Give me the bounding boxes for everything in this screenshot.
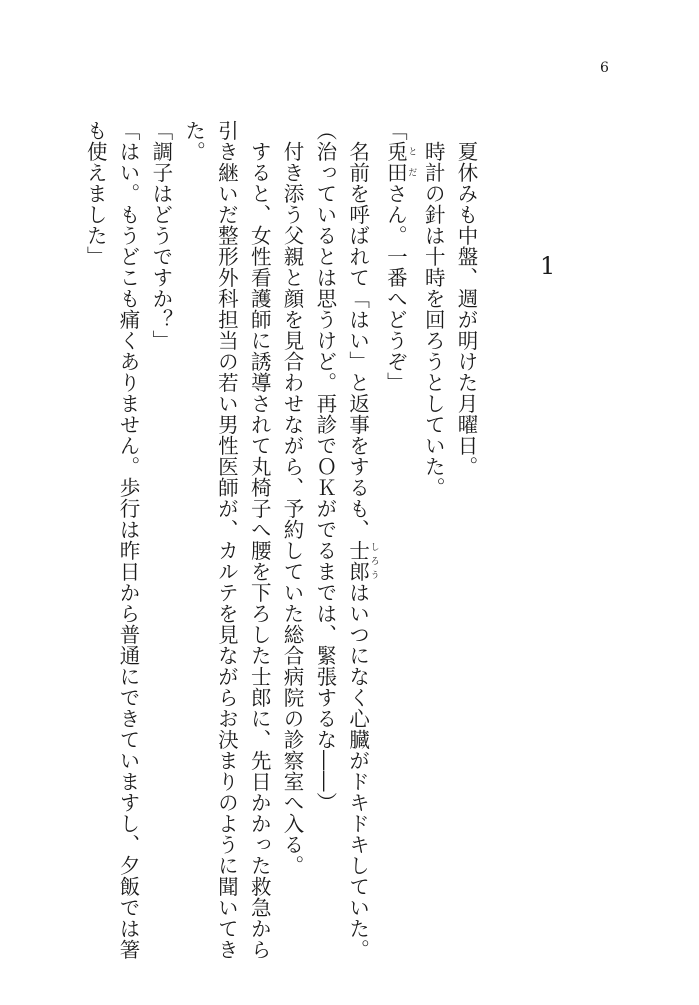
paragraph-p8 xyxy=(144,120,177,960)
paragraph-p3 xyxy=(379,120,417,960)
text-run: 時計の針は十時を回ろうとしていた。 xyxy=(421,140,446,498)
chapter-number: 1 xyxy=(540,252,556,280)
text-run: （治っているとは思うけど。再診でＯＫがでるまでは、緊張するな――） xyxy=(312,120,337,813)
paragraph-p2 xyxy=(416,120,449,960)
paragraph-p5 xyxy=(308,120,341,960)
text-run: さん。一番へどうぞ」 xyxy=(383,183,408,393)
text-run: 夏休みも中盤、週が明けた月曜日。 xyxy=(454,140,478,477)
ruby-annotation: 田 だ xyxy=(383,162,417,183)
page-number: 6 xyxy=(600,60,609,76)
ruby-annotation: 兎 と xyxy=(383,141,417,162)
text-run: 「はい。もうどこも痛くありません。歩行は昨日から普通にできていますし、夕飯では箸も使えました」 xyxy=(83,120,141,960)
paragraph-p7 xyxy=(177,120,275,960)
text-run: すると、女性看護師に誘導されて丸椅子へ腰を下ろした士郎に、先日かかった救急から引き継いだ整形外科担当の若い男性医師が、カルテを見ながらお決まりのように聞いてきた。 xyxy=(181,120,272,960)
text-run: 名前を呼ばれて「はい」と返事をするも、 xyxy=(345,140,370,540)
text-run: 「 xyxy=(383,120,408,141)
paragraph-p6 xyxy=(275,120,308,960)
body-text xyxy=(83,120,482,960)
ruby-annotation: 士郎 しろう xyxy=(345,539,379,582)
text-run: 「調子はどうですか？」 xyxy=(148,120,173,351)
paragraph-p1 xyxy=(449,120,482,960)
paragraph-p4 xyxy=(341,120,379,960)
text-run: はいつになく心臓がドキドキしていた。 xyxy=(345,581,370,960)
text-run: 付き添う父親と顔を見合わせながら、予約していた総合病院の診察室へ入る。 xyxy=(280,140,305,876)
paragraph-p9 xyxy=(78,120,144,960)
